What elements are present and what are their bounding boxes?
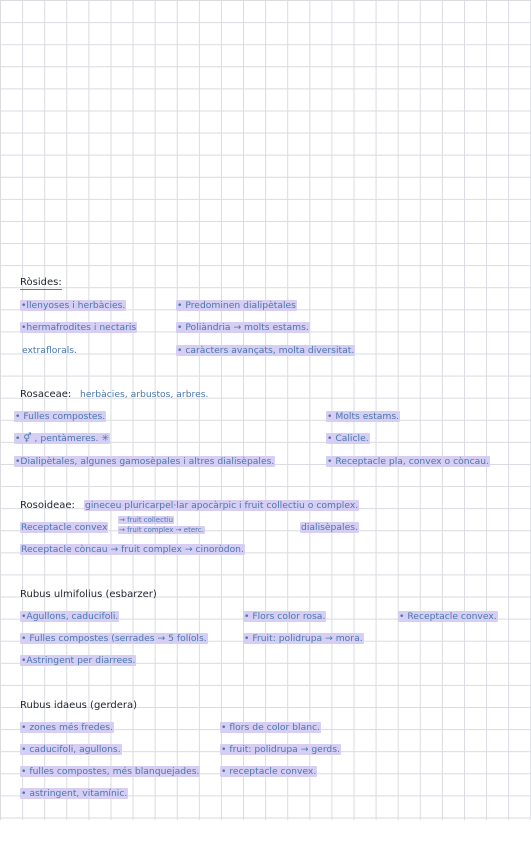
- rosides-right-2: • Poliàndria → molts estams.: [177, 322, 309, 333]
- rosoideae-dialisepales: dialisèpales.: [301, 522, 358, 533]
- rosoideae-branch-collectiu: → fruit collectiu: [119, 516, 174, 524]
- idaeus-line-3: • fulles compostes, més blanquejades.: [21, 766, 200, 777]
- ulmifolius-line-3: •Astringent per diarrees.: [21, 655, 136, 666]
- ulmifolius-line-1: •Agullons, caducifoli.: [21, 611, 119, 622]
- heading-rosaceae: Rosaceae:: [20, 389, 72, 400]
- page-bottom-margin: [0, 820, 531, 848]
- rosoideae-branch-complex: → fruit complex → eterc.: [119, 526, 204, 534]
- heading-rosides: Ròsides:: [20, 277, 62, 288]
- rosides-line-2: •hermafrodites i nectaris: [21, 322, 137, 333]
- rosides-right-3: • caràcters avançats, molta diversitat.: [177, 345, 355, 356]
- rosoideae-receptacle-concau: Receptacle còncau → fruit complex → cinoròdon.: [21, 544, 244, 555]
- rosaceae-right-1: • Molts estams.: [327, 411, 400, 422]
- idaeus-right-1: • flors de color blanc.: [221, 722, 320, 733]
- rosides-line-3: extraflorals.: [22, 345, 78, 356]
- idaeus-line-2: • caducifoli, agullons.: [21, 744, 121, 755]
- rosaceae-right-2: • Calicle.: [327, 433, 369, 444]
- rosaceae-subtitle: herbàcies, arbustos, arbres.: [80, 389, 209, 400]
- ulmifolius-col2-line-1: • Flors color rosa.: [244, 611, 326, 622]
- idaeus-right-3: • receptacle convex.: [221, 766, 317, 777]
- idaeus-line-4: • astringent, vitamínic.: [21, 788, 128, 799]
- idaeus-right-2: • fruit: polidrupa → gerds.: [221, 744, 340, 755]
- rosaceae-right-3: • Receptacle pla, convex o còncau.: [327, 456, 490, 467]
- heading-rubus-ulmifolius: Rubus ulmifolius (esbarzer): [20, 589, 157, 600]
- heading-rosoideae: Rosoideae:: [20, 500, 75, 511]
- rosides-right-1: • Predominen dialipètales: [177, 300, 296, 311]
- ulmifolius-col3-line-1: • Receptacle convex.: [399, 611, 497, 622]
- idaeus-line-1: • zones més fredes.: [21, 722, 113, 733]
- rosides-line-1: •llenyoses i herbàcies.: [21, 300, 126, 311]
- ulmifolius-line-2: • Fulles compostes (serrades → 5 folíols.: [21, 633, 207, 644]
- rosoideae-receptacle-convex: Receptacle convex: [21, 522, 108, 533]
- rosaceae-line-3: •Dialipètales, algunes gamosèpales i altres dialisèpales.: [15, 456, 275, 467]
- heading-rubus-idaeus: Rubus idaeus (gerdera): [20, 700, 138, 711]
- rosoideae-gineceu: gineceu pluricarpel·lar apocàrpic i fruit collectiu o complex.: [85, 500, 359, 511]
- ulmifolius-col2-line-2: • Fruit: polidrupa → mora.: [244, 633, 363, 644]
- rosaceae-line-1: • Fulles compostes.: [15, 411, 106, 422]
- rosaceae-line-2: • ⚥ , pentàmeres. ✳: [15, 433, 110, 444]
